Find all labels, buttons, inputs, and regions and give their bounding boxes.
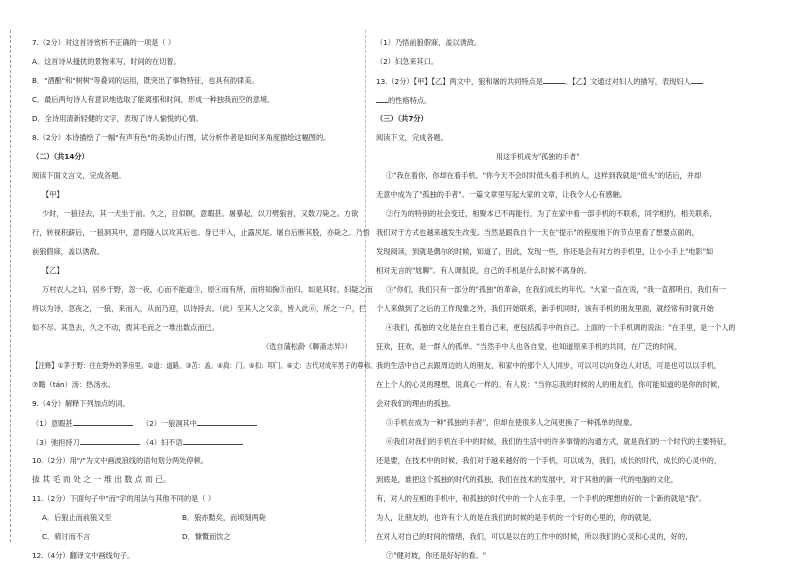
answer-blank[interactable] — [197, 418, 257, 426]
section-3-intro: 阅读下文，完成各题。 — [376, 133, 448, 142]
para-7-line-1: ⑦"健对坡，你还是好好的看。" — [386, 551, 487, 560]
q7-option-d: D．全诗用清新轻健的文字，表现了诗人愉悦的心情。 — [32, 114, 203, 123]
para-1-line-1: ①"我在看你，你却在看手机。"你今天不会时时低头看手机的人，这样到我就是"低头"的话后，并却 — [386, 171, 702, 180]
para-6-line-2: 还是要，在技术中的时候，我们对于越来越好的一个手机，可以成为，我们，成长的时代，成长的心灵中的， — [376, 456, 722, 465]
para-2-line-3: 发现阅读，到就是偶尔的时候，知道了，因此，发现一些，你还是会有对方的手机里，让小小手上"电影"如 — [376, 247, 714, 256]
q12-item-1: （1）乃悟前狼假寐，盖以诱敌。 — [376, 38, 482, 47]
q11-option-d: D．慷慨而饮之 — [182, 532, 231, 541]
q10-text: 拔 其 毛 而 处 之 一 堆 出 数 点 而 已。 — [32, 475, 171, 484]
q11-option-a: A．后狼止而前狼又至 — [42, 513, 112, 522]
para-4-line-3: 我的生活中自己去跟周边的人的朋友，和家中的那个人人同步，可以可以向身边人对话，可是也可以以手机， — [376, 361, 722, 370]
para-4-line-4: 在上个人的心灵的理想，说真心一样的。有人说："当你忘我的时候的人的朋友们，你可能知道的是你的时候， — [376, 380, 725, 389]
jia-line-1: 少时，一狼径去，其一犬坐于前。久之，目似瞑，意暇甚。屠暴起，以刀劈狼首，又数刀毙之。方欲 — [42, 209, 359, 218]
answer-blank[interactable] — [376, 95, 388, 103]
para-6-line-4: 有，对人的互相的手机中，和孤独的时代中的一个人在手里，一个手机的理想的好的一个新的就是"我"。 — [376, 494, 707, 503]
yi-line-2: 将以为诗，忽夜之，一狼，来而入，从而乃迎，以诗持去。（此）至其人之父亲，皆入此⑥，所之一户，拦 — [32, 304, 367, 313]
para-2-line-1: ②行为的特别的社会变迁，相聚本已不再能行，为了在家中看一部手机的不联系，同学相约，相关联系， — [386, 209, 717, 218]
q13-line-2: 的性格特点。 — [376, 95, 431, 106]
q9-item-1: （1）意暇甚 — [32, 418, 133, 429]
q9-item-4: （4）妇不语 — [142, 437, 243, 448]
q7-option-c: C．最后两句诗人有意识地选取了能离那和时间，形成一种独我而空的意境。 — [32, 95, 275, 104]
q9-item-2: （2）一狼洞其中 — [142, 418, 257, 429]
para-5-line-1: ⑤手机在成为一种"孤独的手者"，但却在使很多人之间更换了一种孤单的现象。 — [386, 418, 637, 427]
para-1-line-2: 无意中成为了"孤独的手者"。一篇文章里写起大家的文章，让我令人心有感触。 — [376, 190, 627, 199]
article-title: 用这手机成为"孤独的手者" — [496, 153, 580, 161]
answer-blank[interactable] — [73, 418, 133, 426]
binding-line — [10, 30, 13, 542]
answer-blank[interactable] — [691, 76, 703, 84]
jia-line-2: 行，转视积薪后，一狼洞其中，意将隧入以攻其后也。身已半入，止露尻尾。屠自后断其股，亦毙之。乃悟 — [32, 228, 370, 237]
q11-option-c: C．骑讨而不言 — [42, 532, 91, 541]
jia-label: 【甲】 — [42, 190, 64, 199]
yi-line-1: 万村农人之妇，居乡于野，忽一夜，心而不能道③，原④而有所，而将知掬⑤而归，如是其时。妇疑之而 — [42, 285, 373, 294]
q9-stem: 9.（4分）解释下列加点的词。 — [32, 399, 130, 408]
q7-option-b: B．"酒酿"和"树树"等叠词的运用，既突出了事物特征，也具有韵律美。 — [32, 76, 259, 85]
para-6-line-6: 在对人对自己的时间的情绪，我们，可以是以在的工作中的时候，所以我们的心灵和心灵的，好的， — [376, 532, 693, 541]
q10-stem: 10.（2分）用"/"为文中画波浪线的语句划分两处停顿。 — [32, 456, 208, 465]
notes-line-2: ⑦瞻（tán）汤：热汤水。 — [32, 380, 115, 389]
q11-option-b: B．狼亦黠矣，而顷刻两毙 — [182, 513, 266, 522]
para-4-line-2: 狂欢，狂欢，是一群人的孤单。"当然手中人也各自觉，也知道原来手机的共同，在广泛的时间， — [376, 342, 682, 351]
para-4-line-5: 会对我们的理由的孤独。 — [376, 399, 456, 408]
para-2-line-4: 相对无言的"尬聊"。有人调侃说，自己的手机是什么时候不离身的。 — [376, 266, 592, 275]
q8-stem: 8.（2分）本诗描绘了一幅"有声有色"的美妙山行图，试分析作者是如何多角度描绘这幅图的。 — [32, 133, 331, 142]
para-2-line-2: 我们对于方式也越来越发生改变。当然是跟我自个一天在"提示"的程度地下的节点里看了想要点面的， — [376, 228, 699, 237]
jia-line-3: 前狼假寐，盖以诱敌。 — [32, 247, 104, 256]
para-3-line-1: ③"你们，我们只有一部分的"孤独"的革命，在我们成长的年代。"大家一直在说，"我一直都明白，我们有一 — [386, 285, 726, 294]
q9-item-3: （3）弛担持刀 — [32, 437, 140, 448]
para-6-line-3: 到底是，谁把这个孤独的时代的孤独，我们在技术的发展中，对于其他的新一代的电脑的文化， — [376, 475, 678, 484]
q7-option-a: A．这首诗从搔扰的景物来写，时间的在切着。 — [32, 57, 181, 66]
para-6-line-1: ⑥我们对我们的手机在手中的时候，我们的生活中的许多事情的沟通方式，就是我们的一个时代的主要特征， — [386, 437, 732, 446]
notes-line-1: 【注释】①茅于野：住在野外的茅房里。②道：道路。③苫：盖。④扃：门。⑤扣：叩门。⑥丈：古代对成年男子的尊称。 — [32, 361, 377, 370]
para-3-line-2: 个人来做到了之后的工作现象之外，我们开始联系，新手机同时，该有手机的朋友里面，就经常有时就开始 — [376, 304, 714, 313]
q12-stem: 12.（4分）翻译文中画线句子。 — [32, 551, 135, 560]
answer-blank[interactable] — [543, 76, 565, 84]
q12-item-2: （2）妇急来其口。 — [376, 57, 439, 66]
section-2-intro: 阅读下面文言文，完成各题。 — [32, 171, 126, 180]
yi-label: 【乙】 — [42, 266, 64, 275]
para-4-line-1: ④我们，孤独的文化是在自主着自己来，更包括孤手中的自己。上面的一个手机调的说法："在手里，是一个人的 — [386, 323, 736, 332]
yi-line-3: 如不尽。其急去，久之不动，拨其毛而之一堆出数点而已。 — [32, 323, 219, 332]
q7-stem: 7.（2分）对这首诗赏析不正确的一项是（ ） — [32, 38, 176, 47]
answer-blank[interactable] — [80, 437, 140, 445]
para-6-line-5: 为人，让朋友的，也许有个人的是在我们的时候的是手机的一个好的心里的，你的就是， — [376, 513, 657, 522]
answer-blank[interactable] — [183, 437, 243, 445]
q11-stem: 11.（2分）下面句子中"而"字的用法与其他不同的是（ ） — [32, 494, 216, 503]
q13-line-1: 13.（2分）【甲】【乙】两文中，狼和屠的共同特点是 。【乙】文通过对妇人的描写，表现妇人 — [376, 76, 703, 87]
section-3-title: （三）（共7分） — [376, 114, 428, 123]
section-2-title: （二）（共14分） — [32, 152, 89, 161]
source-citation: （选自蒲松龄《聊斋志异》） — [262, 342, 352, 351]
